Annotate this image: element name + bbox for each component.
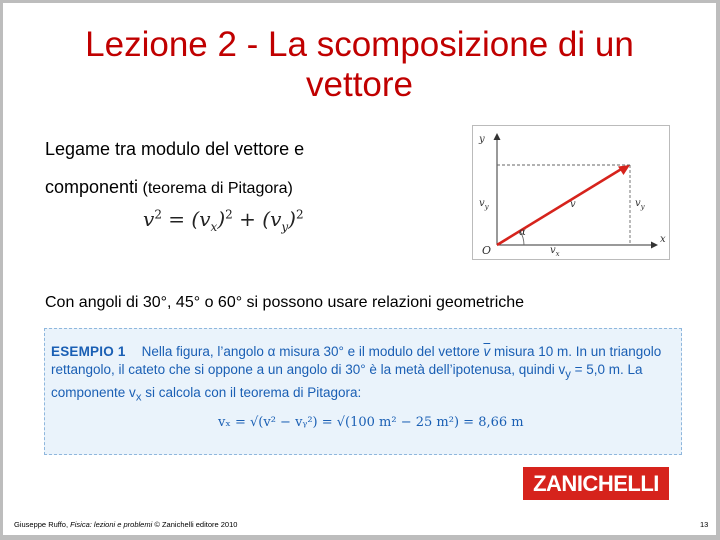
example-box — [44, 328, 682, 455]
title-line-1: Lezione 2 - La scomposizione di un — [85, 25, 634, 64]
geometric-relations-note: Con angoli di 30°, 45° o 60° si possono usare relazioni geometriche — [45, 294, 525, 311]
body-text-line-2 — [45, 177, 293, 198]
vy-left-label: $v_y$ — [479, 198, 489, 211]
vx-label: $v_x$ — [550, 245, 560, 258]
alpha-label: α — [519, 227, 526, 238]
body-text-componenti: componenti — [45, 177, 139, 197]
vector-symbol: $\overline{v}$ — [483, 344, 491, 359]
example-formula: vₓ = √(v² − vᵧ²) = √(100 m² − 25 m²) = 8,66 m — [218, 415, 524, 430]
vector-decomposition-figure — [472, 125, 670, 260]
title-line-2: vettore — [306, 65, 413, 104]
pythagoras-formula: $v^2 = (v_x)^2 + (v_y)^2$ — [143, 207, 304, 234]
slide-title — [3, 25, 716, 105]
zanichelli-logo: ZANICHELLI — [523, 467, 669, 500]
example-label: ESEMPIO 1 — [51, 344, 126, 359]
axis-y-label: y — [479, 134, 485, 145]
slide — [3, 3, 716, 535]
footer-credits: Giuseppe Ruffo, Fisica: lezioni e problemi © Zanichelli editore 2010 — [14, 520, 238, 529]
page-number: 13 — [700, 520, 709, 529]
axis-x-label: x — [660, 234, 666, 245]
example-text: ESEMPIO 1 Nella figura, l’angolo α misura 30° e il modulo del vettore $\overline{v}$ misura 10 m. In un triangolo rettangolo, il cateto che si oppone a un angolo di 30° è la metà dell’ipotenusa, quindi $v_y = 5,0$ m. La componente $v_x$ si calcola con il teorema di Pitagora: — [51, 344, 662, 404]
body-text-line-1: Legame tra modulo del vettore e — [45, 139, 305, 159]
body-text-pitagora: (teorema di Pitagora) — [138, 180, 293, 197]
origin-label: O — [482, 244, 492, 257]
v-label: v — [570, 199, 576, 210]
vy-right-label: $v_y$ — [635, 198, 645, 211]
